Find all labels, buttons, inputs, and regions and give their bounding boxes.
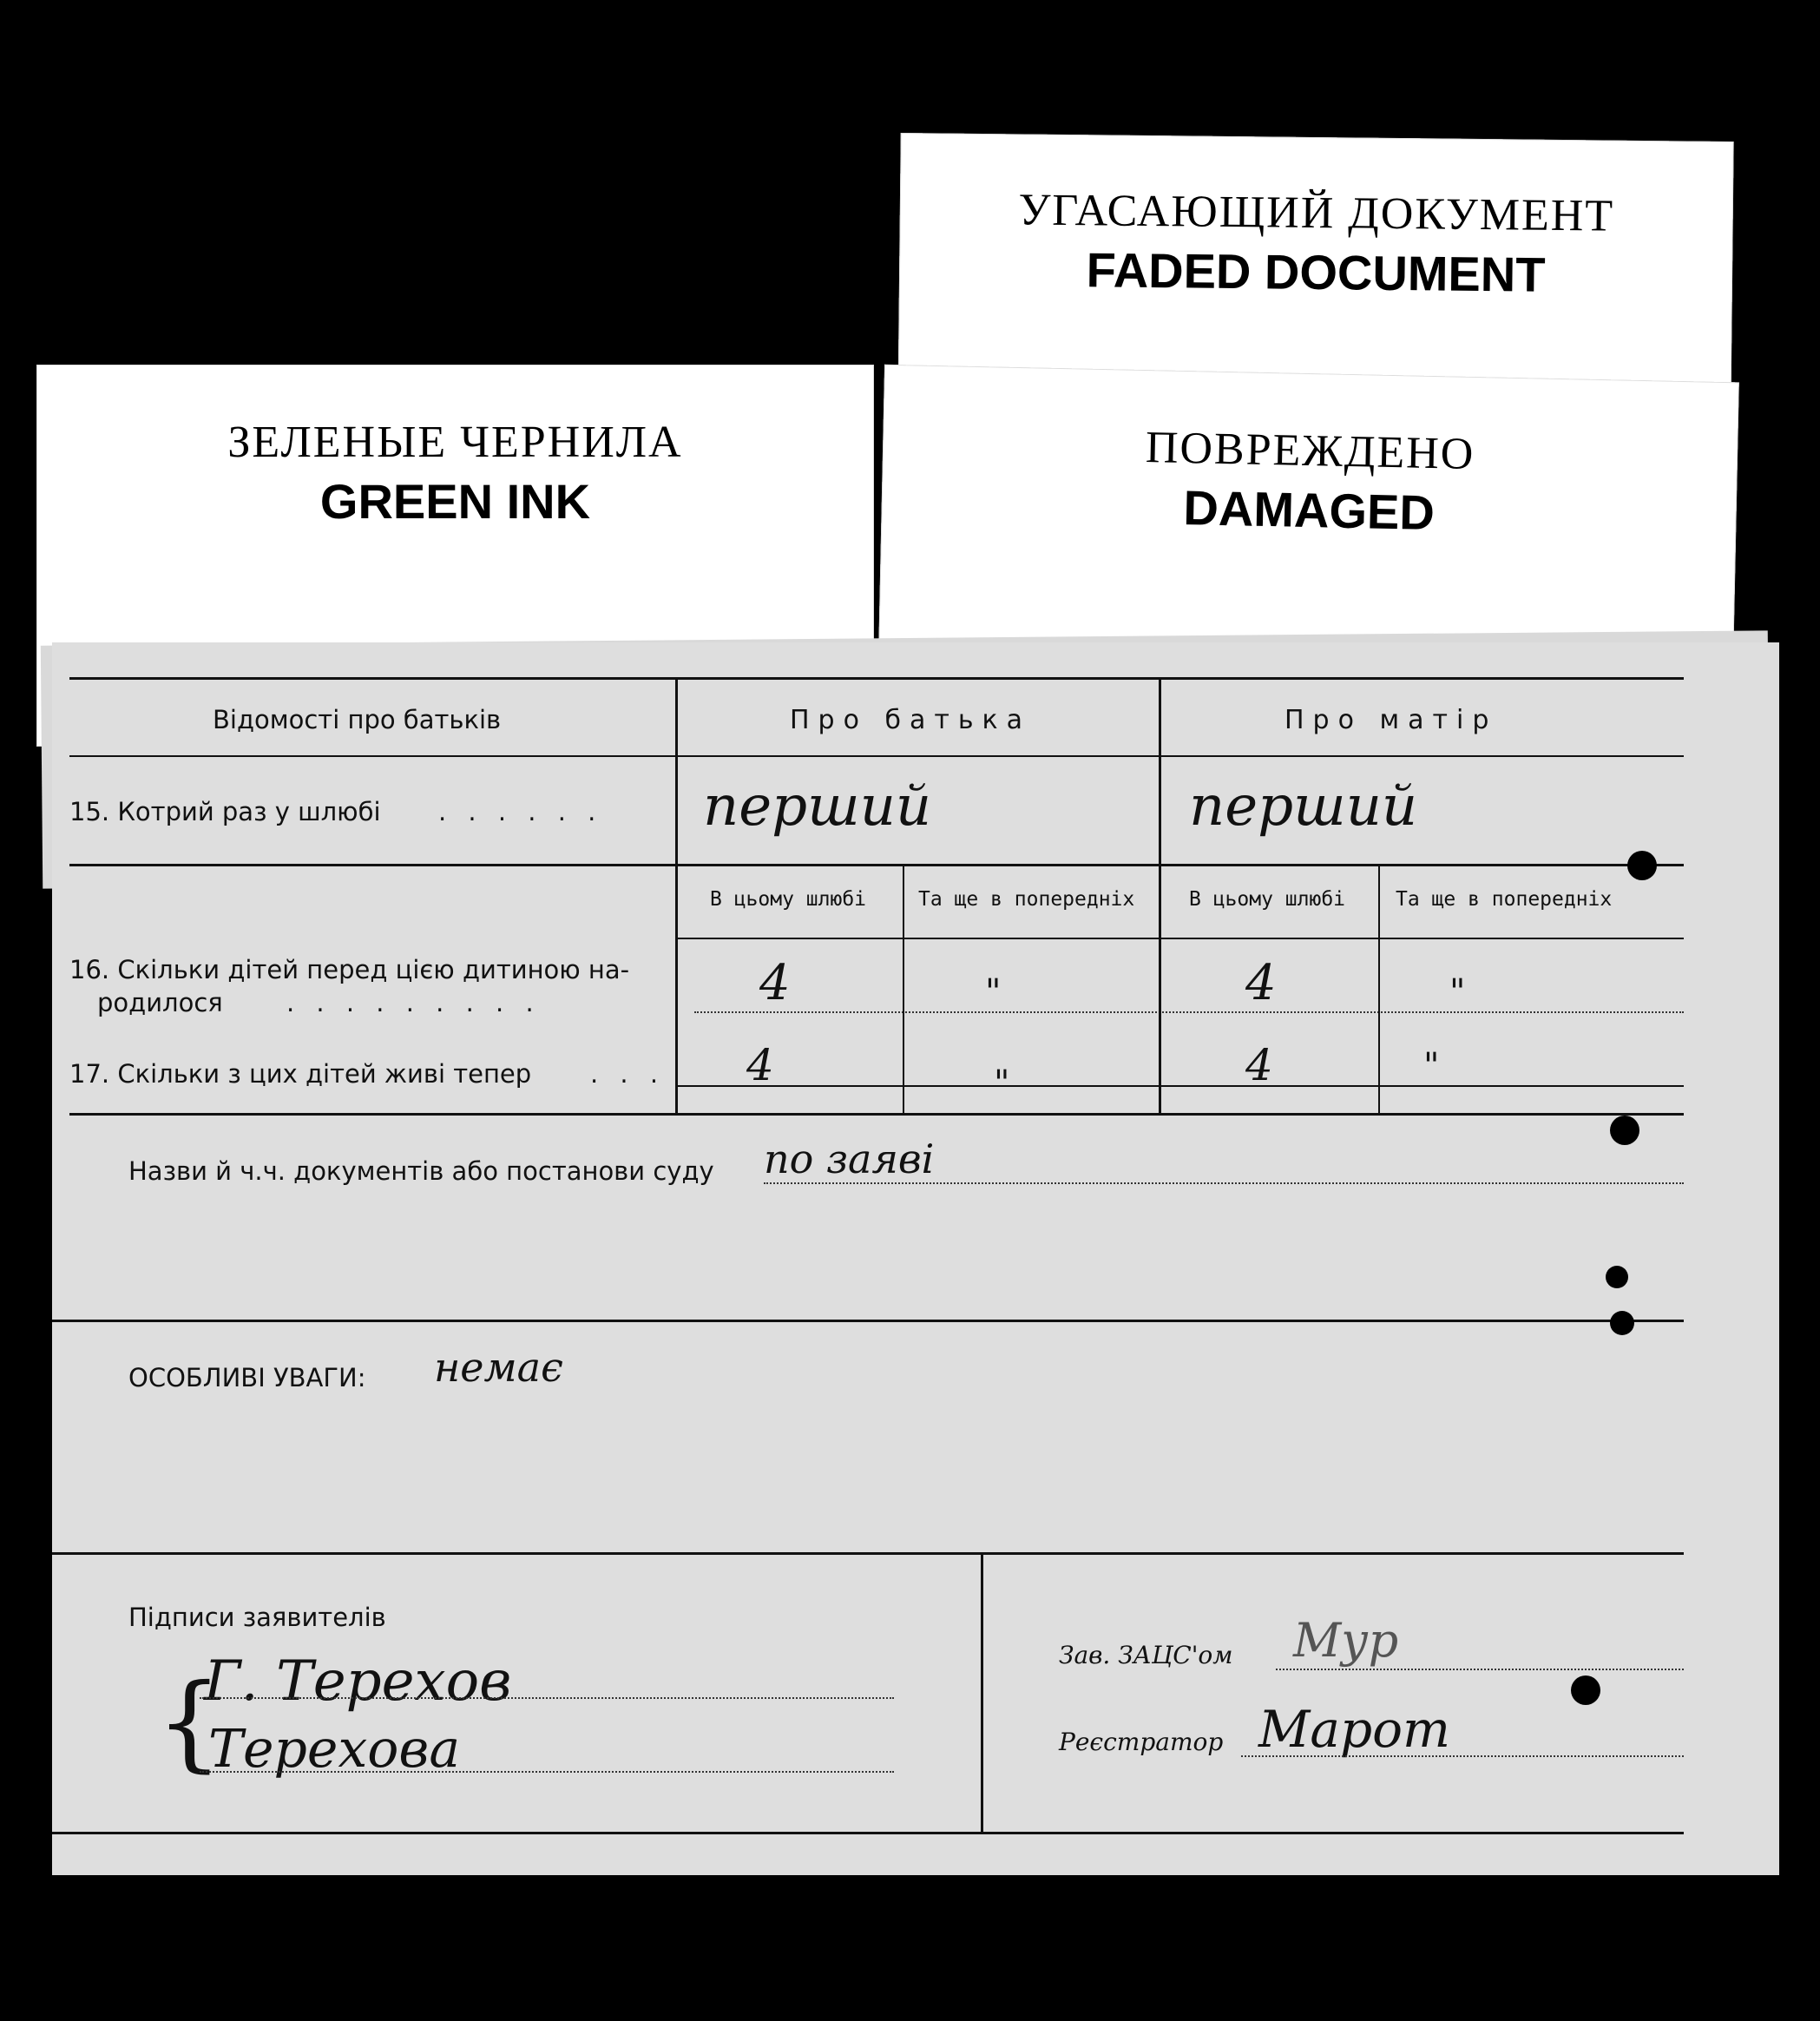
head-registry-label: Зав. ЗАЦС'ом	[1059, 1641, 1233, 1669]
registrar-signature: Марот	[1258, 1700, 1451, 1759]
damaged-label-en: DAMAGED	[1182, 479, 1436, 541]
mother-previous-header: Та ще в попередніх	[1396, 888, 1613, 911]
documents-value: по заяві	[764, 1136, 935, 1182]
row16-label-line2: родилося	[97, 988, 223, 1017]
row17-mother-this: 4	[1245, 1040, 1273, 1090]
signature-divider	[981, 1552, 983, 1832]
row15-label: 15. Котрий раз у шлюбі	[69, 797, 381, 826]
row17-dots: . . .	[590, 1059, 666, 1089]
row15-bottom-rule	[69, 864, 1684, 866]
col-divider-4	[1378, 864, 1380, 1113]
about-mother-header: Про матір	[1285, 705, 1498, 735]
remarks-bottom-rule	[52, 1552, 1684, 1555]
punch-hole	[1571, 1675, 1600, 1705]
applicant1-signature: Г. Терехов	[204, 1649, 512, 1714]
row16-father-prev: "	[985, 972, 1002, 1012]
row16-dotted-rule	[694, 1011, 1684, 1013]
registrar-signature-line	[1241, 1755, 1684, 1757]
applicant1-line	[200, 1697, 894, 1699]
applicant2-signature: Терехова	[208, 1719, 461, 1780]
about-father-header: Про батька	[790, 705, 1032, 735]
row17-father-this: 4	[746, 1040, 774, 1090]
signatures-brace: {	[156, 1662, 223, 1783]
documents-dotted-line	[764, 1182, 1684, 1184]
father-this-marriage-header: В цьому шлюбі	[710, 888, 867, 911]
table-bottom-rule	[69, 1113, 1684, 1116]
header-bottom-rule	[69, 755, 1684, 757]
row17-father-prev: "	[994, 1063, 1010, 1103]
row15-father-value: перший	[703, 774, 932, 839]
row16-mother-prev: "	[1449, 972, 1466, 1012]
faded-label-ru: УГАСАЮЩИЙ ДОКУМЕНТ	[1018, 185, 1615, 241]
head-signature-line	[1276, 1669, 1684, 1670]
punch-hole	[1606, 1266, 1628, 1288]
remarks-value: немає	[434, 1344, 563, 1391]
damaged-label-ru: ПОВРЕЖДЕНО	[1145, 423, 1475, 479]
green-ink-label-ru: ЗЕЛЕНЫЕ ЧЕРНИЛА	[227, 418, 683, 467]
row17-rule	[677, 1085, 1684, 1087]
parents-info-header: Відомості про батьків	[213, 705, 502, 734]
faded-label-en: FADED DOCUMENT	[1086, 242, 1546, 302]
green-ink-label-en: GREEN INK	[319, 474, 591, 529]
punch-hole	[1610, 1116, 1639, 1145]
registrar-label: Реєстратор	[1059, 1728, 1224, 1756]
documents-bottom-rule	[52, 1320, 1684, 1322]
row17-mother-prev: "	[1423, 1046, 1440, 1086]
signatures-label: Підписи заявителів	[128, 1603, 386, 1632]
applicant2-line	[200, 1771, 894, 1773]
row16-dots: . . . . . . . . .	[286, 988, 541, 1017]
row15-mother-value: перший	[1189, 774, 1418, 839]
row15-dots: . . . . . .	[438, 797, 603, 826]
punch-hole	[1627, 851, 1657, 880]
documents-label: Назви й ч.ч. документів або постанови суду	[128, 1156, 714, 1186]
col-divider-2	[903, 864, 904, 1113]
registration-form	[52, 642, 1779, 1875]
row16-mother-this: 4	[1245, 955, 1277, 1011]
form-bottom-rule	[52, 1832, 1684, 1834]
remarks-label: ОСОБЛИВІ УВАГИ:	[128, 1363, 366, 1392]
mother-this-marriage-header: В цьому шлюбі	[1189, 888, 1346, 911]
punch-hole	[1610, 1311, 1634, 1335]
row17-label: 17. Скільки з цих дітей живі тепер	[69, 1059, 532, 1089]
col-divider-3	[1159, 677, 1161, 1113]
row16-father-this: 4	[759, 955, 791, 1011]
head-signature: Мур	[1293, 1613, 1399, 1668]
table-top-rule	[69, 677, 1684, 680]
col-divider-1	[675, 677, 678, 1113]
row16-label-line1: 16. Скільки дітей перед цією дитиною на-	[69, 955, 630, 984]
subheader-rule	[677, 938, 1684, 939]
father-previous-header: Та ще в попередніх	[918, 888, 1135, 911]
